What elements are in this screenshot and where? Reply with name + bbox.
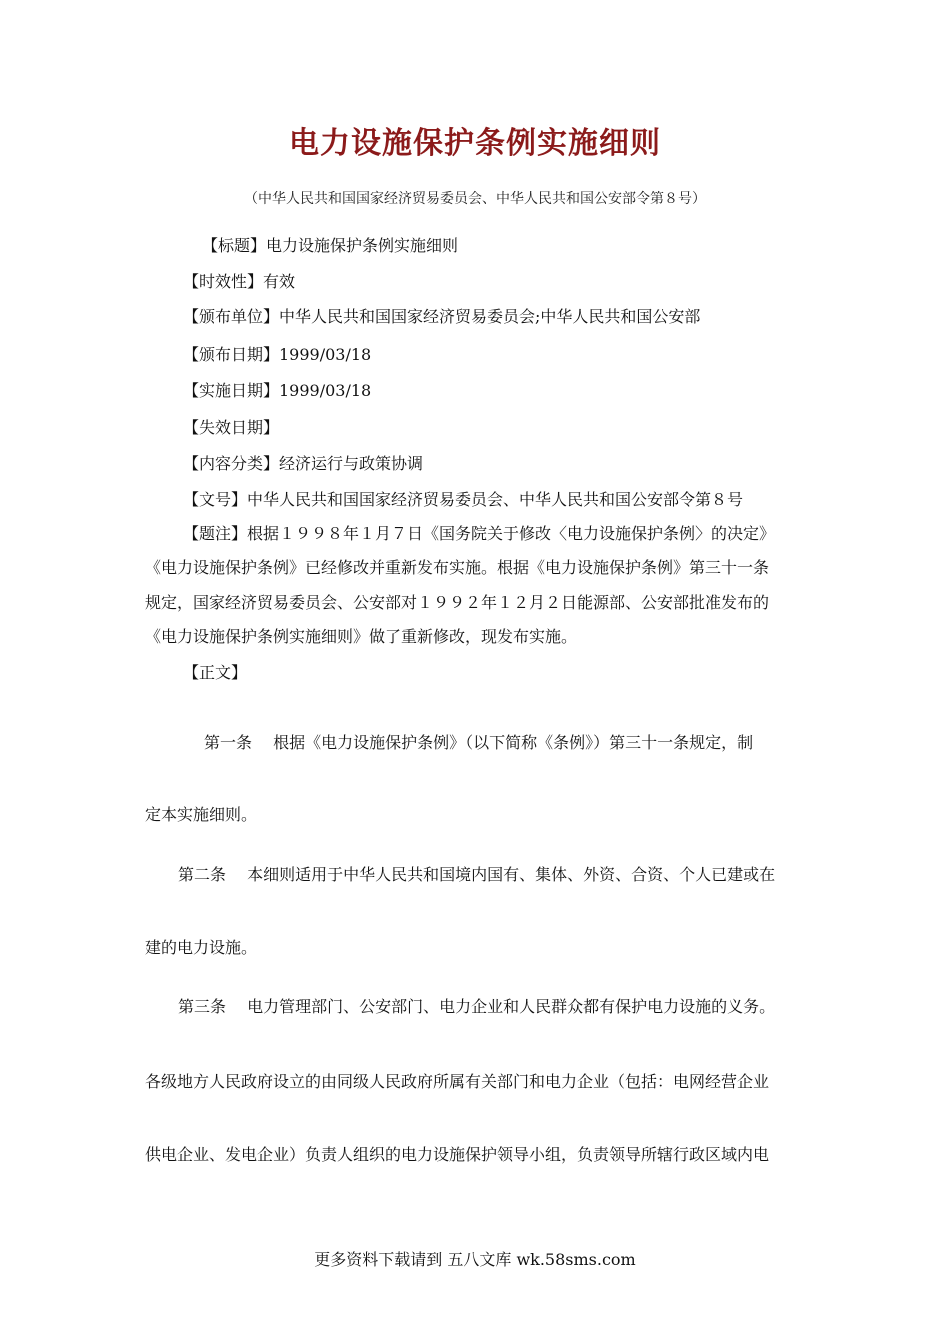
meta-note-line: 《电力设施保护条例》已经修改并重新发布实施。根据《电力设施保护条例》第三十一条 [145, 558, 770, 577]
article-3-line: 第三条 电力管理部门、公安部门、电力企业和人民群众都有保护电力设施的义务。 [178, 997, 776, 1016]
article-2-line: 建的电力设施。 [145, 938, 258, 957]
article-2-line: 第二条 本细则适用于中华人民共和国境内国有、集体、外资、合资、个人已建或在 [178, 865, 776, 884]
document-title: 电力设施保护条例实施细则 [289, 126, 661, 161]
meta-doc-number: 【文号】中华人民共和国国家经济贸易委员会、中华人民共和国公安部令第８号 [183, 490, 744, 509]
meta-validity: 【时效性】有效 [183, 272, 296, 291]
body-heading: 【正文】 [183, 663, 248, 682]
meta-issue-date: 【颁布日期】1999/03/18 [183, 345, 372, 364]
meta-note-line: 《电力设施保护条例实施细则》做了重新修改，现发布实施。 [145, 627, 578, 646]
article-3-line: 各级地方人民政府设立的由同级人民政府所属有关部门和电力企业（包括：电网经营企业 [145, 1072, 770, 1091]
meta-title: 【标题】电力设施保护条例实施细则 [202, 236, 459, 255]
meta-effective-date: 【实施日期】1999/03/18 [183, 381, 372, 400]
footer-download-link[interactable]: 更多资料下载请到 五八文库 wk.58sms.com [314, 1250, 636, 1269]
article-1-line: 第一条 根据《电力设施保护条例》（以下简称《条例》）第三十一条规定，制 [204, 733, 754, 752]
article-1-line: 定本实施细则。 [145, 805, 258, 824]
meta-note-line: 规定，国家经济贸易委员会、公安部对１９９２年１２月２日能源部、公安部批准发布的 [145, 593, 770, 612]
meta-category: 【内容分类】经济运行与政策协调 [183, 454, 424, 473]
article-3-line: 供电企业、发电企业）负责人组织的电力设施保护领导小组，负责领导所辖行政区域内电 [145, 1145, 770, 1164]
document-subtitle: （中华人民共和国国家经济贸易委员会、中华人民共和国公安部令第８号） [244, 191, 706, 207]
meta-issuer: 【颁布单位】中华人民共和国国家经济贸易委员会;中华人民共和国公安部 [183, 307, 701, 326]
meta-note-line: 【题注】根据１９９８年１月７日《国务院关于修改〈电力设施保护条例〉的决定》 [183, 524, 776, 543]
meta-expiry-date: 【失效日期】 [183, 418, 280, 437]
